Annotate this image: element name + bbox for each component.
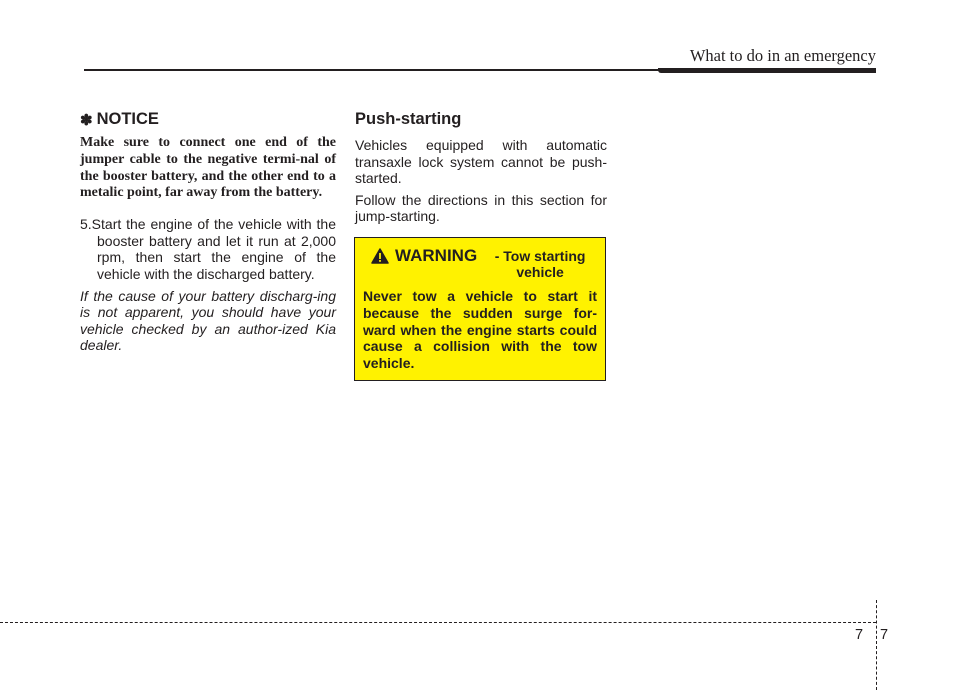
warning-body: Never tow a vehicle to start it because the sudden surge for-ward when the engine starts could cause a collision with the tow vehicle.: [363, 288, 597, 372]
left-column: [80, 110, 336, 354]
section-heading-push-starting: Push-starting: [355, 110, 462, 128]
notice-asterisk-icon: ✽: [80, 111, 93, 129]
notice-heading-text: NOTICE: [96, 110, 159, 128]
step-5: 5.Start the engine of the vehicle with the booster battery and let it run at 2,000 rpm, then start the engine of the vehicle with the discharged battery.: [80, 216, 336, 282]
warning-label: WARNING: [395, 246, 478, 265]
notice-heading: [80, 110, 336, 129]
push-starting-paragraph-1: Vehicles equipped with automatic transaxle lock system cannot be push-started.: [355, 137, 607, 187]
chapter-number: 7: [855, 627, 864, 643]
warning-box: [354, 237, 606, 381]
notice-body: Make sure to connect one end of the jumper cable to the negative termi-nal of the booster battery, and the other end to a metalic point, far away from the battery.: [80, 135, 336, 201]
footer-dashed-rule: [0, 622, 876, 623]
page-number: 7: [880, 627, 889, 643]
battery-discharge-note: If the cause of your battery discharg-ing is not apparent, you should have your vehicle checked by an author-ized Kia dealer.: [80, 287, 336, 354]
header-rule: [84, 68, 876, 72]
middle-column: [355, 110, 607, 230]
warning-header: [371, 246, 597, 280]
page-header-title: What to do in an emergency: [689, 46, 876, 65]
warning-triangle-icon: [371, 248, 389, 264]
push-starting-paragraph-2: Follow the directions in this section for jump-starting.: [355, 191, 607, 225]
footer-dashed-divider: [876, 600, 877, 690]
warning-subtitle: - Tow starting vehicle: [494, 248, 586, 280]
